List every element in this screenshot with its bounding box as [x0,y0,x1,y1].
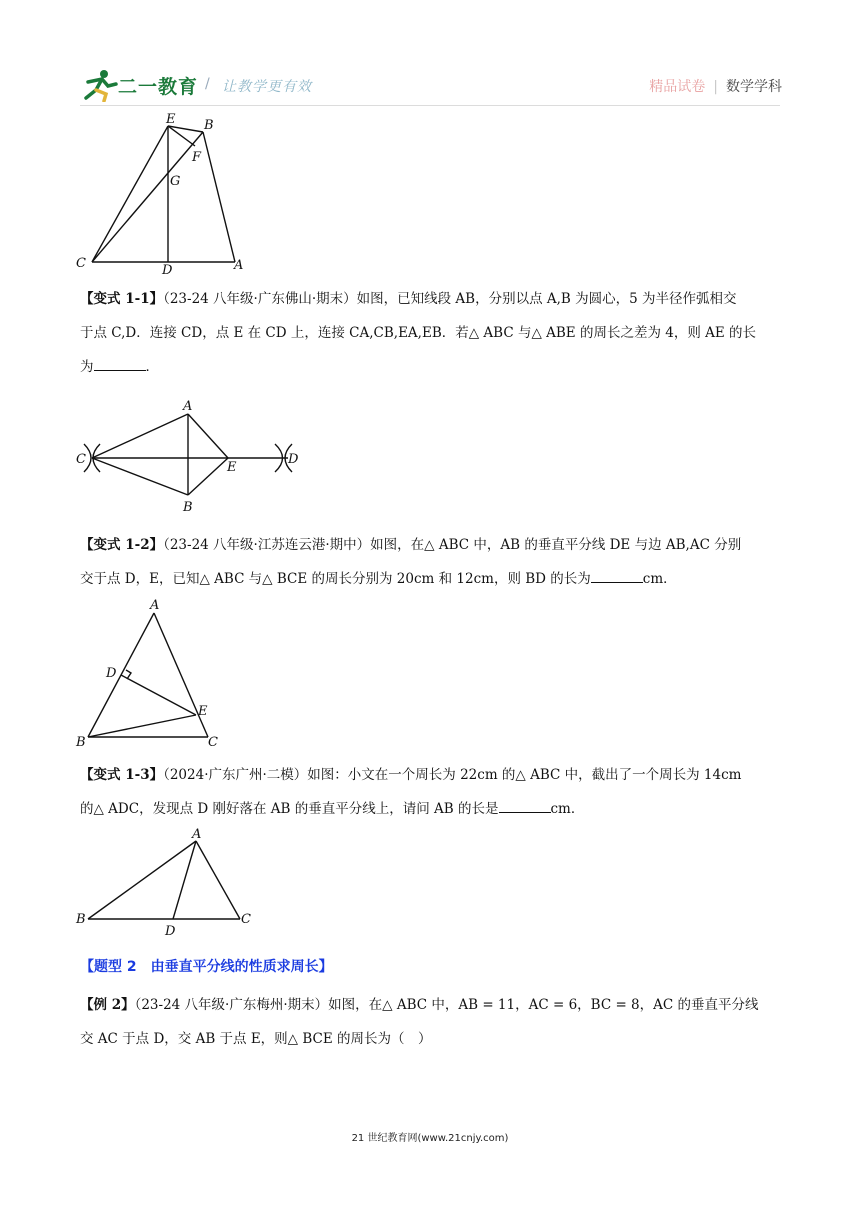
example-2 [80,988,792,1056]
figure-quadrilateral-ebac [70,108,270,278]
problem-source: （23-24 八年级·广东佛山·期末） [163,291,357,307]
figure-triangle-abc-bisector [70,595,240,755]
figure-triangle-abc-cevian [70,825,270,940]
point-label-f: F [192,150,202,165]
answer-blank[interactable] [94,356,146,371]
point-label-a: A [183,399,193,414]
point-label-b: B [183,500,193,515]
problem-text-end: cm． [642,571,677,587]
problem-text-line-1: 如图，已知线段 AB，分别以点 A,B 为圆心，5 为半径作弧相交 [356,291,737,307]
problem-text-line-2: 的△ ADC，发现点 D 刚好落在 AB 的垂直平分线上，请问 AB 的长是 [80,801,499,817]
problem-source: （23-24 八年级·江苏连云港·期中） [163,537,371,553]
problem-tag: 【变式 1-2】 [80,537,164,553]
problem-text-line-1: 如图，在△ ABC 中，AB 的垂直平分线 DE 与边 AB,AC 分别 [370,537,742,553]
problem-text-end: cm． [550,801,585,817]
problem-text-line-3: 为 [80,359,94,375]
point-label-c: C [208,735,218,750]
point-label-d: D [165,924,176,939]
point-label-d: D [162,263,173,278]
page-header [0,0,860,110]
point-label-b: B [76,912,86,927]
point-label-a: A [234,258,244,273]
problem-source: （2024·广东广州·二模） [163,767,308,783]
section-heading: 【题型 2 由垂直平分线的性质求周长】 [80,959,333,975]
answer-blank[interactable] [591,568,643,583]
page-footer: 21 世纪教育网(www.21cnjy.com) [351,1133,509,1144]
problem-1-2 [80,528,792,596]
point-label-e: E [198,704,208,719]
point-label-a: A [192,827,202,842]
point-label-e: E [227,460,237,475]
example-source: （23-24 八年级·广东梅州·期末） [134,997,329,1013]
header-label-subject: 数学学科 [726,79,782,95]
point-label-e: E [166,112,176,127]
answer-blank[interactable] [499,798,551,813]
brand-slogan: 让教学更有效 [222,79,312,95]
brand-name: 二一教育 [118,76,199,98]
header-separator: / [205,76,210,92]
problem-text-line-2: 于点 C,D．连接 CD，点 E 在 CD 上，连接 CA,CB,EA,EB．若△ ABC 与△ ABE 的周长之差为 4，则 AE 的长 [80,325,757,341]
problem-tag: 【变式 1-3】 [80,767,164,783]
point-label-d: D [288,452,299,467]
example-text-line-1: 如图，在△ ABC 中，AB = 11，AC = 6，BC = 8，AC 的垂直平分线 [328,997,759,1013]
figure-kite-with-arcs [70,390,320,520]
example-tag: 【例 2】 [80,997,135,1013]
point-label-c: C [76,452,86,467]
point-label-g: G [170,174,181,189]
problem-text-line-1: 如图：小文在一个周长为 22cm 的△ ABC 中，截出了一个周长为 14cm [307,767,742,783]
header-right-separator: | [713,79,718,95]
problem-tag: 【变式 1-1】 [80,291,164,307]
header-divider [80,105,780,106]
problem-1-1 [80,282,792,384]
point-label-d: D [106,666,117,681]
problem-1-3 [80,758,792,826]
runner-logo-icon [80,68,120,102]
example-text-line-2: 交 AC 于点 D，交 AB 于点 E，则△ BCE 的周长为（ ） [80,1031,432,1047]
point-label-b: B [76,735,86,750]
point-label-c: C [241,912,251,927]
header-label-premium: 精品试卷 [649,79,706,95]
header-right [649,76,782,96]
problem-text-end: ． [145,359,159,375]
point-label-b: B [204,118,214,133]
point-label-c: C [76,256,86,271]
point-label-a: A [150,598,160,613]
problem-text-line-2: 交于点 D，E，已知△ ABC 与△ BCE 的周长分别为 20cm 和 12cm，则 BD 的长为 [80,571,591,587]
